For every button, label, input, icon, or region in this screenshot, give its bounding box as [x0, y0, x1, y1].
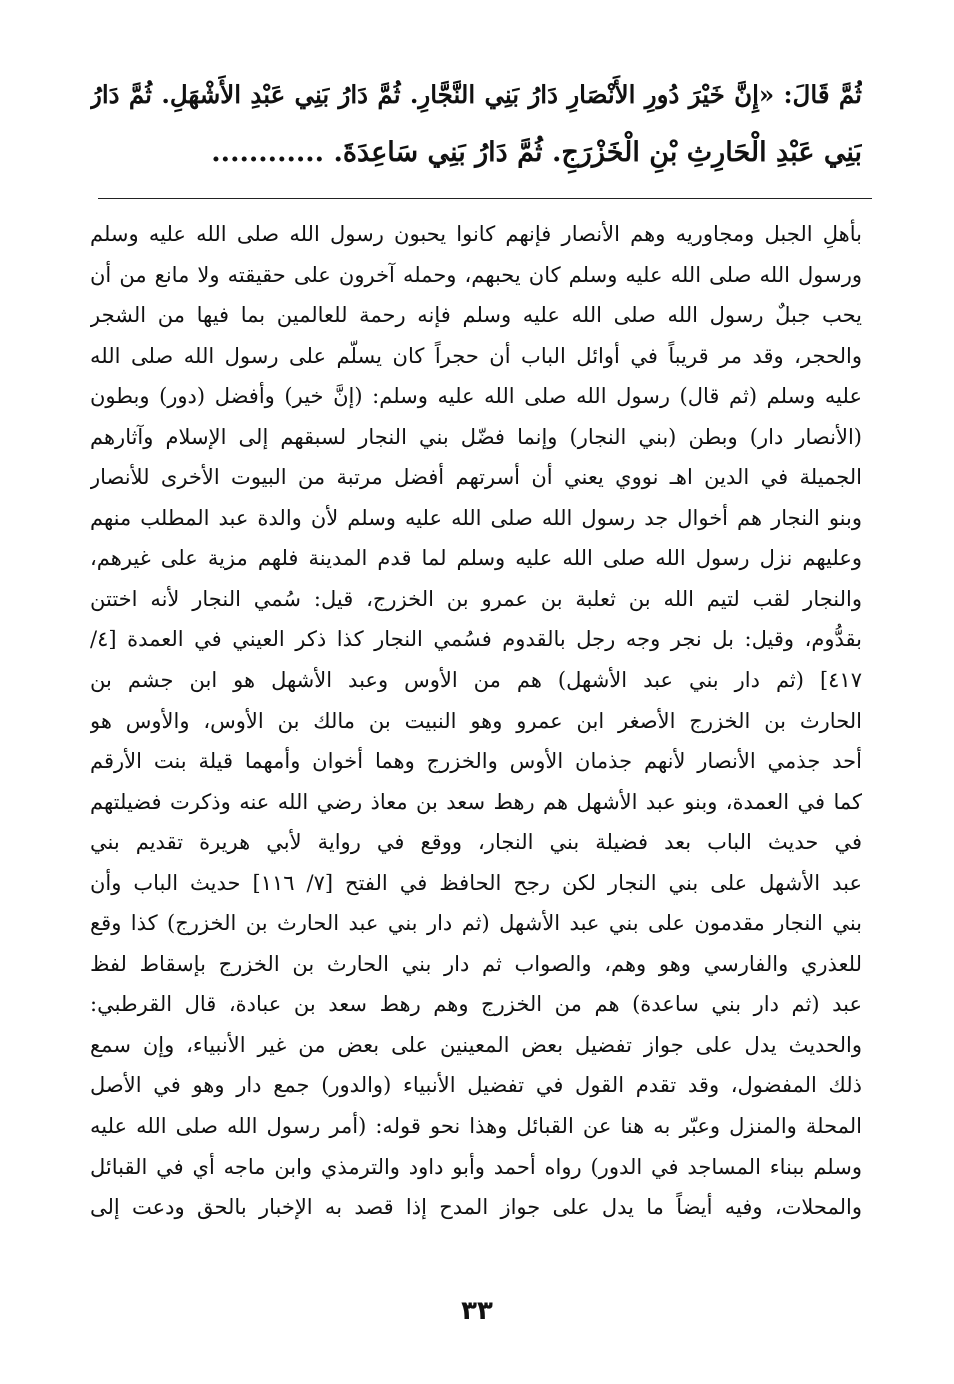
- commentary-line: المحلة والمنزل وعبّر به هنا عن القبائل وهذا نحو قوله: (أمر رسول الله صلى الله عليه: [90, 1114, 862, 1139]
- hadith-line: بَنِي عَبْدِ الْحَارِثِ بْنِ الْخَزْرَجِ. ثُمَّ دَارُ بَنِي سَاعِدَةَ. ............: [211, 137, 862, 168]
- commentary-line: عبد الأشهل على بني النجار لكن رجح الحافظ في الفتح [٧/ ١١٦] حديث الباب وأن: [90, 870, 862, 895]
- commentary-line: بني النجار مقدمون على بني عبد الأشهل (ثم دار بني عبد الحارث بن الخزرج) كذا وقع: [90, 911, 862, 936]
- commentary-line: والحديث يدل على جواز تفضيل بعض المعينين على بعض من غير الأنبياء، وإن سمع: [90, 1032, 862, 1057]
- commentary-line: للعذري والفارسي وهو وهم، والصواب ثم دار بني الحارث بن الخزرج بإسقاط لفظ: [90, 951, 862, 976]
- hadith-text: [90, 66, 862, 182]
- commentary-line: أحد جذمي الأنصار لأنهم جذمان الأوس والخزرج وهما أخوان وأمهما قيلة بنت الأرقم: [90, 749, 862, 774]
- commentary-line: بقدُّوم، وقيل: بل نجر وجه رجل بالقدوم فسُمي النجار كذا ذكر العيني في العمدة [٤/: [90, 627, 862, 652]
- commentary-line: والحجر، وقد مر قريباً في أوائل الباب أن حجراً كان يسلّم على رسول الله صلى الله: [90, 343, 862, 368]
- commentary-line: بأهلِ الجبل ومجاوريه وهم الأنصار فإنهم كانوا يحبون رسول الله صلى الله عليه وسلم: [90, 222, 862, 246]
- commentary-line: في حديث الباب بعد فضيلة بني النجار، ووقع في رواية لأبي هريرة تقديم بني: [90, 830, 862, 855]
- commentary-line: عبد (ثم دار بني ساعدة) هم من الخزرج وهم رهط سعد بن عبادة، قال القرطبي:: [90, 992, 862, 1017]
- commentary-line: الجميلة في الدين اهـ نووي يعني أن أسرتهم أفضل مرتبة من البيوت الأخرى للأنصار: [90, 465, 862, 490]
- footnote-separator: [98, 198, 872, 199]
- commentary-line: الحارث بن الخزرج الأصغر ابن عمرو وهو النبيت بن مالك بن الأوس، والأوس هو: [90, 708, 862, 733]
- commentary-line: عليه وسلم (ثم قال) رسول الله صلى الله عليه وسلم: (إنَّ خير) وأفضل (دور) وبطون: [90, 384, 862, 409]
- page-number: ٣٣: [461, 1296, 493, 1326]
- commentary-line: والنجار لقب لتيم الله بن ثعلبة بن عمرو بن الخزرج، قيل: سُمي النجار لأنه اختتن: [90, 586, 862, 611]
- commentary-line: ذلك المفضول، وقد تقدم القول في تفضيل الأنبياء (والدور) جمع دار وهو في الأصل: [90, 1073, 862, 1098]
- commentary-line: يحب جبلٌ رسول الله صلى الله عليه وسلم فإنه رحمة للعالمين بما فيها من الشجر: [90, 303, 862, 328]
- commentary-line: وبنو النجار هم أخوال جد رسول الله صلى الله عليه وسلم لأن والدة عبد المطلب منهم: [90, 505, 862, 530]
- commentary-line: وعليهم نزل رسول الله صلى الله عليه وسلم لما قدم المدينة فلهم مزية على غيرهم،: [90, 546, 862, 571]
- commentary-line: ورسول الله صلى الله عليه وسلم كان يحبهم، وحمله آخرون على حقيقته ولا مانع من أن: [90, 262, 862, 287]
- commentary-line: ٤١٧] (ثم دار بني عبد الأشهل) هم من الأوس وعبد الأشهل هو ابن جشم بن: [90, 668, 862, 693]
- commentary-line: (الأنصار دار) وبطن (بني النجار) وإنما فضّل بني النجار لسبقهم إلى الإسلام وآثارهم: [90, 424, 862, 449]
- commentary-text: [90, 214, 862, 1228]
- commentary-line: والمحلات، وفيه أيضاً ما يدل على جواز المدح إذا قصد به الإخبار بالحق ودعت إلى: [90, 1195, 862, 1220]
- hadith-line: ثُمَّ قَالَ: «إِنَّ خَيْرَ دُورِ الأَنْصَارِ دَارُ بَنِي النَّجَّارِ. ثُمَّ دَارُ بَنِي عَبْدِ الأَشْهَلِ. ثُمَّ دَارُ: [90, 80, 862, 109]
- commentary-line: وسلم ببناء المساجد في الدور) رواه أحمد وأبو داود والترمذي وابن ماجه أي في القبائل: [90, 1154, 862, 1179]
- commentary-line: كما في العمدة، وبنو عبد الأشهل هم رهط سعد بن معاذ رضي الله عنه وذكرت فضيلتهم: [90, 789, 862, 814]
